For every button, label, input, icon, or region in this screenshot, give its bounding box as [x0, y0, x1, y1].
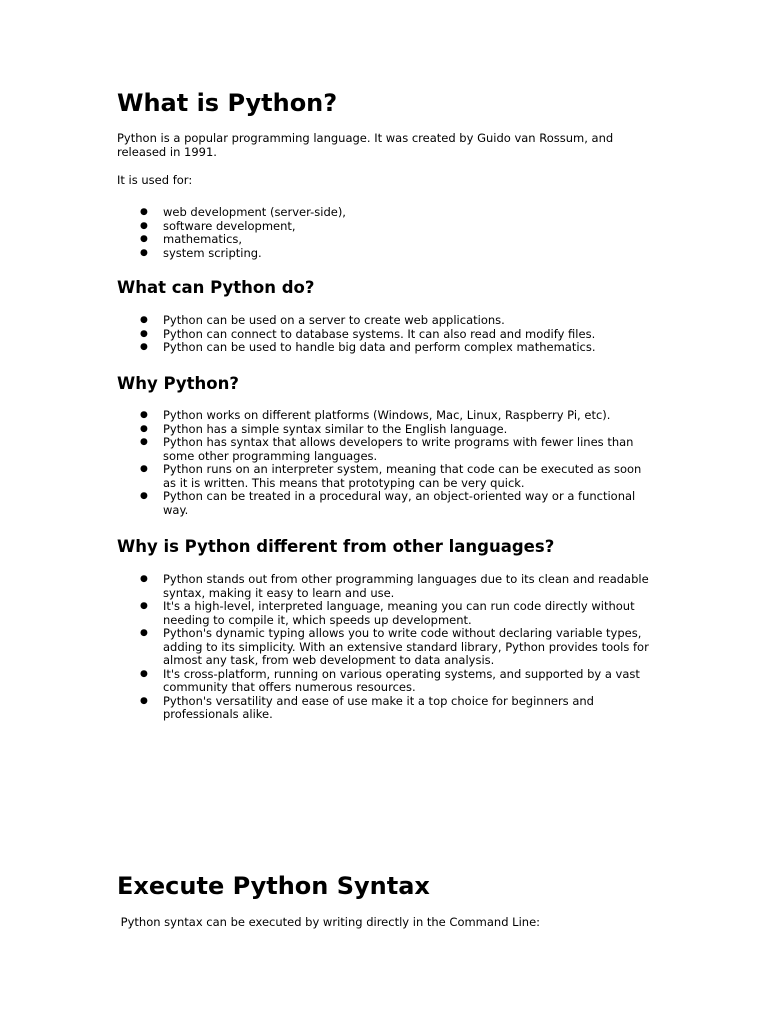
execute-paragraph: Python syntax can be executed by writing directly in the Command Line: — [117, 915, 541, 929]
list-item: ● Python has a simple syntax similar to the English language. — [140, 421, 508, 436]
list-item: ● It's cross-platform, running on various operating systems, and supported by a vast community that offers numerous resources. — [140, 666, 640, 694]
bullet-icon: ● — [140, 342, 148, 352]
list-item: ● software development, — [140, 218, 296, 233]
bullet-icon: ● — [140, 207, 148, 217]
list-item: ● Python stands out from other programming languages due to its clean and readable syntax, making it easy to learn and use. — [140, 572, 649, 600]
page-title: What is Python? — [117, 89, 338, 117]
bullet-icon: ● — [140, 628, 148, 638]
list-item: ● Python can be used to handle big data and perform complex mathematics. — [140, 340, 596, 354]
list-item: ● Python can be used on a server to create web applications. — [140, 313, 505, 327]
list-item: ● Python runs on an interpreter system, meaning that code can be executed as soon as it is written. This means that prototyping can be very quick. — [140, 462, 642, 490]
bullet-icon: ● — [140, 247, 148, 258]
list-item: ● Python can connect to database systems. It can also read and modify files. — [140, 326, 596, 341]
bullet-icon: ● — [140, 668, 148, 679]
bullet-icon: ● — [140, 220, 148, 231]
different-list — [117, 573, 657, 722]
bullet-icon: ● — [140, 695, 148, 706]
list-item: ● Python has syntax that allows developers to write programs with fewer lines than some other programming languages. — [140, 435, 634, 463]
bullet-icon: ● — [140, 328, 148, 339]
bullet-icon: ● — [140, 601, 148, 611]
bullet-icon: ● — [140, 491, 148, 501]
list-item: ● Python can be treated in a procedural way, an object-oriented way or a functional way. — [140, 489, 636, 517]
bullet-icon: ● — [140, 464, 148, 474]
bullet-icon: ● — [140, 234, 148, 244]
list-item: ● Python works on different platforms (Windows, Mac, Linux, Raspberry Pi, etc). — [140, 408, 611, 422]
used-for-label: It is used for: — [117, 173, 193, 187]
section-heading-can-do: What can Python do? — [117, 278, 315, 297]
list-item: ● system scripting. — [140, 245, 262, 260]
intro-paragraph: Python is a popular programming language. It was created by Guido van Rossum, and released in 1991. — [117, 131, 614, 159]
bullet-icon: ● — [140, 315, 148, 325]
bullet-icon: ● — [140, 437, 148, 447]
list-item: ● It's a high-level, interpreted language, meaning you can run code directly without needing to compile it, which speeds up development. — [140, 599, 635, 627]
can-do-list — [117, 314, 657, 355]
list-item: ● web development (server-side), — [140, 205, 346, 219]
used-for-list — [117, 206, 657, 260]
section-heading-why: Why Python? — [117, 374, 239, 393]
section-heading-execute: Execute Python Syntax — [117, 872, 430, 900]
why-list — [117, 409, 657, 517]
section-heading-different: Why is Python different from other languages? — [117, 537, 555, 556]
list-item: ● Python's dynamic typing allows you to write code without declaring variable types, adding to its simplicity. With an extensive standard library, Python provides tools for almost any task, from web development to data analysis. — [140, 626, 649, 667]
list-item: ● Python's versatility and ease of use make it a top choice for beginners and professionals alike. — [140, 693, 594, 721]
bullet-icon: ● — [140, 574, 148, 584]
bullet-icon: ● — [140, 423, 148, 434]
list-item: ● mathematics, — [140, 232, 243, 246]
bullet-icon: ● — [140, 410, 148, 420]
